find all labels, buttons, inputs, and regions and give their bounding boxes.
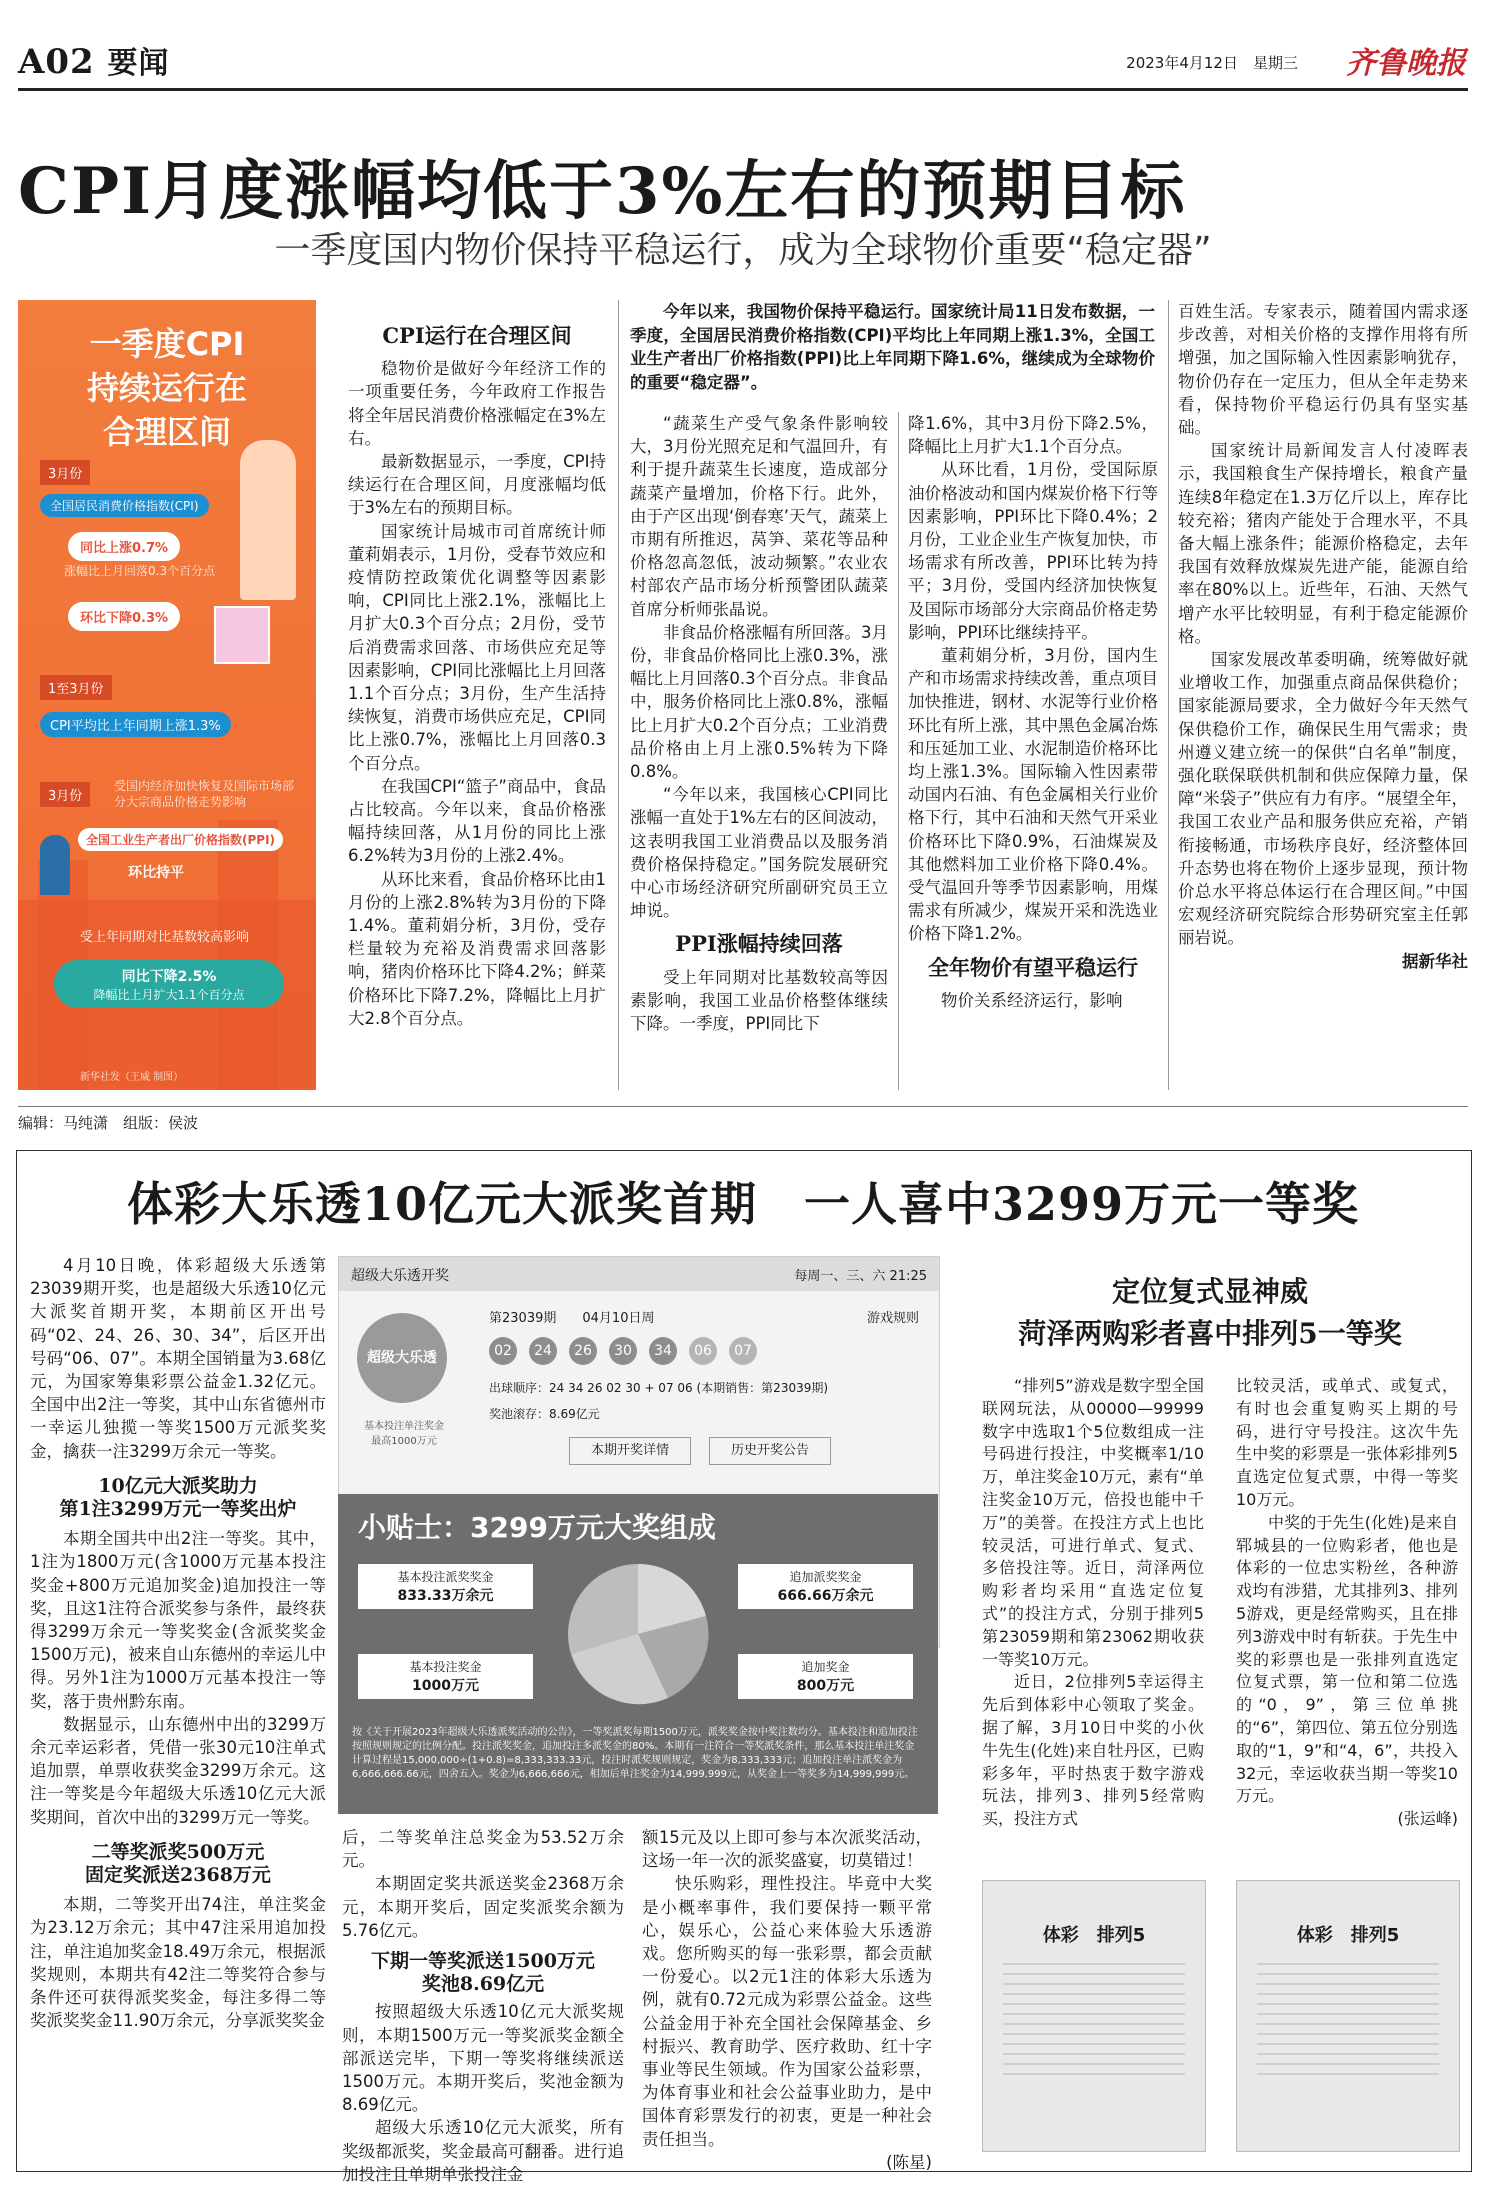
subhead-next-b: 奖池8.69亿元 <box>421 1973 545 1996</box>
lottery-headline: 体彩大乐透10亿元大派奖首期 一人喜中3299万元一等奖 <box>126 1177 1360 1231</box>
subhead-outlook: 全年物价有望平稳运行 <box>928 954 1138 980</box>
story1-lead: 今年以来，我国物价保持平稳运行。国家统计局11日发布数据，一季度，全国居民消费价格指数(CPI)平均比上年同期上涨1.3%，全国工业生产者出厂价格指数(PPI)比上年同期下降1.6%，继续成为全球物价的重要“稳定器”。 <box>630 302 1155 392</box>
lottery-ticket-image-2: 体彩 排列5 <box>1236 1880 1460 2152</box>
tag-march-2: 3月份 <box>40 782 90 807</box>
issue-line: 第23039期 04月10日周 <box>489 1311 655 1326</box>
worker-illustration-icon <box>40 835 70 895</box>
section-rule <box>18 1106 1468 1107</box>
ball: 34 <box>649 1337 677 1365</box>
subhead-cpi: CPI运行在合理区间 <box>382 323 572 348</box>
story2-column-3: 额15元及以上即可参与本次派奖活动，这场一年一次的派奖盛宴，切莫错过！ 快乐购彩，理性投注。毕竟中大奖是小概率事件，我们要保持一颗平常心，娱乐心，公益心来体验大乐透游戏。您所购买的每一张彩票，都会贡献一份爱心。以2元1注的体彩大乐透为例，就有0.72元成为彩票公益金。这些公益金用于补充全国社会保障基金、乡村振兴、教育助学、医疗救助、红十字事业等民生领域。作为国家公益彩票，为体育事业和社会公益事业助力，是中国体育彩票发行的初衷，更是一种社会责任担当。 (陈星) <box>642 1826 932 2174</box>
header-rule <box>18 88 1468 91</box>
story1-column-2: “蔬菜生产受气象条件影响较大，3月份光照充足和气温回升，有利于提升蔬菜生长速度，造成部分蔬菜产量增加，价格下行。此外，由于产区出现‘倒春寒’天气，蔬菜上市期有所推迟，莴笋、菜花等品种价格忽高忽低，波动频繁。”农业农村部农产品市场分析预警团队蔬菜首席分析师张晶说。 非食品价格涨幅有所回落。3月份，非食品价格同比上涨0.3%，涨幅比上月回落0.3个百分点。非食品中，服务价格同比上涨0.8%，涨幅比上月扩大0.2个百分点；工业消费品价格由上月上涨0.5%转为下降0.8%。 “今年以来，我国核心CPI同比涨幅一直处于1%左右的区间波动，这表明我国工业消费品以及服务消费价格保持稳定。”国务院发展研究中心市场经济研究所副研究员王立坤说。 PPI涨幅持续回落 受上年同期对比基数较高等因素影响，我国工业品价格整体继续下降。一季度，PPI同比下 <box>630 414 888 1034</box>
newspaper-logo: 齐鲁晚报 <box>1346 46 1466 81</box>
story3-column-2: 比较灵活，或单式、或复式，有时也会重复购买上期的号码，进行守号投注。这次牛先生中奖的彩票是一张体彩排列5直选定位复式票，中得一等奖10万元。 中奖的于先生(化姓)是来自郓城县的一位购彩者，他也是体彩的一位忠实粉丝，各种游戏均有涉猎，尤其排列3、排列5游戏，更是经常购买，且在排列3游戏中时有斩获。于先生中奖的彩票也是一张排列直选定位复式票，第一位和第二位选的“0，9”，第三位单挑的“6”，第四位、第五位分别选取的“1，9”和“4，6”，共投入32元，幸运收获当期一等奖10万元。 (张运峰) <box>1236 1375 1458 1831</box>
divider <box>898 412 899 1090</box>
slice-label-addon-bonus: 追加派奖奖金 666.66万余元 <box>738 1564 913 1609</box>
draw-details-button[interactable]: 本期开奖详情 <box>569 1437 691 1465</box>
tag-march: 3月份 <box>40 460 90 485</box>
cpi-yoy-note: 涨幅比上月回落0.3个百分点 <box>64 564 216 578</box>
story2-byline: (陈星) <box>886 2152 932 2172</box>
editor-credit: 编辑：马纯潇 组版：侯波 <box>18 1114 199 1132</box>
ball: 07 <box>729 1337 757 1365</box>
ppi-mom: 环比持平 <box>128 865 184 881</box>
lottery-ticket-image-1: 体彩 排列5 <box>982 1880 1206 2152</box>
logo-note: 基本投注单注奖金 最高1000万元 <box>364 1421 444 1447</box>
story3-head1: 定位复式显神威 <box>1111 1275 1308 1308</box>
story2-column-2: 后，二等奖单注总奖金为53.52万余元。 本期固定奖共派送奖金2368万余元，本期开奖后，固定奖派奖余额为5.76亿元。 下期一等奖派送1500万元 奖池8.69亿元 按照超级大乐透10亿元大派奖规则，本期1500万元一等奖派奖金额全部派送完毕，下期一等奖将继续派送1500万元。本期开奖后，奖池金额为8.69亿元。 超级大乐透10亿元大派奖，所有奖级都派奖，奖金最高可翻番。进行追加投注且单期单张投注金 <box>342 1828 624 2184</box>
story1-column-4: 百姓生活。专家表示，随着国内需求逐步改善，对相关价格的支撑作用将有所增强，加之国际输入性因素影响犹存，物价仍存在一定压力，但从全年走势来看，保持物价平稳运行仍具有坚实基础。 国家统计局新闻发言人付凌晖表示，我国粮食生产保持增长，粮食产量连续8年稳定在1.3万亿斤以上，库存比较充裕；猪肉产能处于合理水平，不具备大幅上涨条件；能源价格稳定，去年我国有效释放煤炭先进产能，能源自给率在80%以上。近些年，石油、天然气增产水平比较明显，有利于稳定能源价格。 国家发展改革委明确，统筹做好就业增收工作，加强重点商品保供稳价；国家能源局要求，全力做好今年天然气保供稳价工作，确保民生用气需求；贵州遵义建立统一的保供“白名单”制度，强化联保联供机制和供应保障力量，保障“米袋子”供应有力有序。“展望全年，我国工农业产品和服务供应充裕，产销衔接畅通，市场秩序良好，经济整体回升态势也将在物价上逐步显现，预计物价总水平将总体运行在合理区间。”中国宏观经济研究院综合形势研究室主任郭丽岩说。 据新华社 <box>1178 300 1468 973</box>
story1-byline: 据新华社 <box>1402 951 1468 971</box>
prize-composition-tip <box>338 1494 938 1814</box>
lottery-logo-icon: 超级大乐透 <box>357 1313 447 1403</box>
cpi-average: CPI平均比上年同期上涨1.3% <box>40 712 231 737</box>
story3-column-1: “排列5”游戏是数字型全国联网玩法，从00000—99999数字中选取1个5位数组成一注号码进行投注，中奖概率1/10万，单注奖金10万元，素有“单注奖金10万元，倍投也能中千万”的美誉。在投注方式上也比较灵活，可进行单式、复式、多倍投注等。近日，菏泽两位购彩者均采用“直选定位复式”的投注方式，分别于排列5第23059期和第23062期收获一等奖10万元。 近日，2位排列5幸运得主先后到体彩中心领取了奖金。据了解，3月10日中奖的小伙牛先生(化姓)来自牡丹区，已购彩多年，平时热衷于数字游戏玩法，排列3、排列5经常购买，投注方式 <box>982 1376 1204 1829</box>
subhead-prize-b: 第1注3299万元一等奖出炉 <box>59 1498 297 1521</box>
infographic-title: 一季度CPI 持续运行在 合理区间 <box>86 325 247 451</box>
ppi-label: 全国工业生产者出厂价格指数(PPI) <box>78 828 283 851</box>
slice-label-basic-bonus: 基本投注派奖奖金 833.33万余元 <box>358 1564 533 1609</box>
story1-column-3: 降1.6%，其中3月份下降2.5%，降幅比上月扩大1.1个百分点。 从环比看，1月份，受国际原油价格波动和国内煤炭价格下行等因素影响，PPI环比下降0.4%；2月份，工业企业生产恢复加快，市场需求有所改善，PPI环比转为持平；3月份，受国内经济加快恢复及国际市场部分大宗商品价格走势影响，PPI环比继续持平。 董莉娟分析，3月份，国内生产和市场需求持续改善，重点项目加快推进，钢材、水泥等行业价格环比有所上涨，其中黑色金属冶炼和压延加工业、水泥制造价格环比均上涨1.3%。国际输入性因素带动国内石油、有色金属相关行业价格下行，其中石油和天然气开采业价格环比下降0.9%，石油煤炭及其他燃料加工业价格下降0.4%。受气温回升等季节因素影响，用煤需求有所减少，煤炭开采和洗选业价格下降1.2%。 全年物价有望平稳运行 物价关系经济运行，影响 <box>908 414 1158 1010</box>
draw-order: 出球顺序：24 34 26 02 30 + 07 06 (本期销售：第23039期) <box>489 1381 829 1395</box>
ball: 30 <box>609 1337 637 1365</box>
ppi-note: 受国内经济加快恢复及国际市场部分大宗商品价格走势影响 <box>114 779 295 809</box>
subhead-second-a: 二等奖派奖500万元 <box>91 1840 265 1863</box>
story1-column-1: CPI运行在合理区间 稳物价是做好今年经济工作的一项重要任务，今年政府工作报告将全年居民消费价格涨幅定在3%左右。 最新数据显示，一季度，CPI持续运行在合理区间，月度涨幅均低于3%左右的预期目标。 国家统计局城市司首席统计师董莉娟表示，1月份，受春节效应和疫情防控政策优化调整等因素影响，CPI同比上涨2.1%，涨幅比上月扩大0.3个百分点；2月份，受节后消费需求回落、市场供应充足等因素影响，CPI同比涨幅比上月回落1.1个百分点；3月份，生产生活持续恢复，消费市场供应充足，CPI同比上涨0.7%，涨幅比上月回落0.3个百分点。 在我国CPI“篮子”商品中，食品占比较高。今年以来，食品价格涨幅持续回落，从1月份的同比上涨6.2%转为3月份的上涨2.4%。 从环比来看，食品价格环比由1月份的上涨2.8%转为3月份的下降1.4%。董莉娟分析，3月份，受存栏量较为充裕及消费需求回落影响，猪肉价格环比下降4.2%；鲜菜价格环比下降7.2%，降幅比上月扩大2.8个百分点。 <box>348 323 606 1028</box>
tag-jan-mar: 1至3月份 <box>40 675 112 700</box>
story3-byline: (张运峰) <box>1397 1809 1458 1829</box>
ball: 02 <box>489 1337 517 1365</box>
ball: 26 <box>569 1337 597 1365</box>
story3-head2: 菏泽两购彩者喜中排列5一等奖 <box>1018 1317 1402 1350</box>
slice-label-basic: 基本投注奖金 1000万元 <box>358 1654 533 1699</box>
cpi-mom: 环比下降0.3% <box>68 602 180 631</box>
story2-column-1: 4月10日晚，体彩超级大乐透第23039期开奖，也是超级大乐透10亿元大派奖首期开奖，本期前区开出号码“02、24、26、30、34”，后区开出号码“06、07”。本期全国销量为3.68亿元，为国家筹集彩票公益金1.32亿元。全国中出2注一等奖，其中山东省德州市一幸运儿独揽一等奖1500万元派奖奖金，擒获一注3299万余元一等奖。 10亿元大派奖助力 第1注3299万元一等奖出炉 本期全国共中出2注一等奖。其中，1注为1800万元(含1000万元基本投注奖金+800万元追加奖金)追加投注一等奖，且这1注符合派奖参与条件，最终获得3299万余元一等奖奖金(含派奖奖金1500万元)，被来自山东德州的幸运儿中得。另外1注为1000万元基本投注一等奖，落于贵州黔东南。 数据显示，山东德州中出的3299万余元幸运彩者，凭借一张30元10注单式追加票，单票收获奖金3299万余元。这注一等奖是今年超级大乐透10亿元大派奖期间，首次中出的3299万元一等奖。 二等奖派奖500万元 固定奖派送2368万元 本期，二等奖开出74注，单注奖金为23.12万余元；其中47注采用追加投注，单注追加奖金18.49万余元，根据派奖规则，本期共有42注二等奖符合参与条件还可获得派奖奖金，每注多得二等奖派奖奖金11.90万余元，分享派奖奖金 <box>30 1256 326 2031</box>
tip-note: 按《关于开展2023年超级大乐透派奖活动的公告》，一等奖派奖每期1500万元，派奖奖金按中奖注数均分。基本投注和追加投注按照规则规定的比例分配。投注派奖奖金，追加投注多派奖金的80%。本期有一注符合一等奖派奖条件，那么基本投注单注奖金计算过程是15,000,000÷(1+0.8)=8,333,333.33元，投注时派奖规则规定，奖金为8,333,333元；追加投注单注派奖金为6,666,666.66元，四舍五入。奖金为6,666,666元，相加后单注奖金为14,999,999元，从奖金上一等奖多为14,999,999元。 <box>352 1727 918 1780</box>
ball: 06 <box>689 1337 717 1365</box>
shopper-illustration-icon <box>240 440 296 600</box>
subhead-prize-a: 10亿元大派奖助力 <box>98 1474 258 1497</box>
main-headline: CPI月度涨幅均低于3%左右的预期目标 <box>18 154 1187 229</box>
cpi-yoy: 同比上涨0.7% <box>68 532 180 561</box>
subhead-second-b: 固定奖派送2368万元 <box>85 1864 271 1887</box>
tip-title: 小贴士：3299万元大奖组成 <box>358 1511 716 1544</box>
ppi-yoy-pill: 同比下降2.5% 降幅比上月扩大1.1个百分点 <box>54 960 284 1008</box>
infographic-credit: 新华社发（王威 制图） <box>80 1072 184 1083</box>
rules-link[interactable]: 游戏规则 <box>866 1311 919 1326</box>
lottery-top-bar: 超级大乐透开奖 每周一、三、六 21:25 <box>339 1257 939 1291</box>
history-button[interactable]: 历史开奖公告 <box>709 1437 831 1465</box>
slice-label-addon: 追加奖金 800万元 <box>738 1654 913 1699</box>
main-subheadline: 一季度国内物价保持平稳运行，成为全球物价重要“稳定器” <box>274 230 1212 271</box>
divider <box>1168 300 1169 1090</box>
ppi-base-note: 受上年同期对比基数较高影响 <box>80 930 250 945</box>
divider <box>618 300 619 1090</box>
cpi-infographic <box>18 300 316 1090</box>
subhead-ppi: PPI涨幅持续回落 <box>675 931 843 957</box>
ball: 24 <box>529 1337 557 1365</box>
cpi-label: 全国居民消费价格指数(CPI) <box>40 494 209 517</box>
date-line: 2023年4月12日 星期三 <box>1126 54 1298 72</box>
prize-pool: 奖池滚存：8.69亿元 <box>489 1407 600 1421</box>
subhead-next-a: 下期一等奖派送1500万元 <box>371 1950 595 1973</box>
prize-pie-chart <box>558 1554 718 1714</box>
page-number: A02 要闻 <box>18 42 170 82</box>
gift-box-icon <box>214 606 270 664</box>
